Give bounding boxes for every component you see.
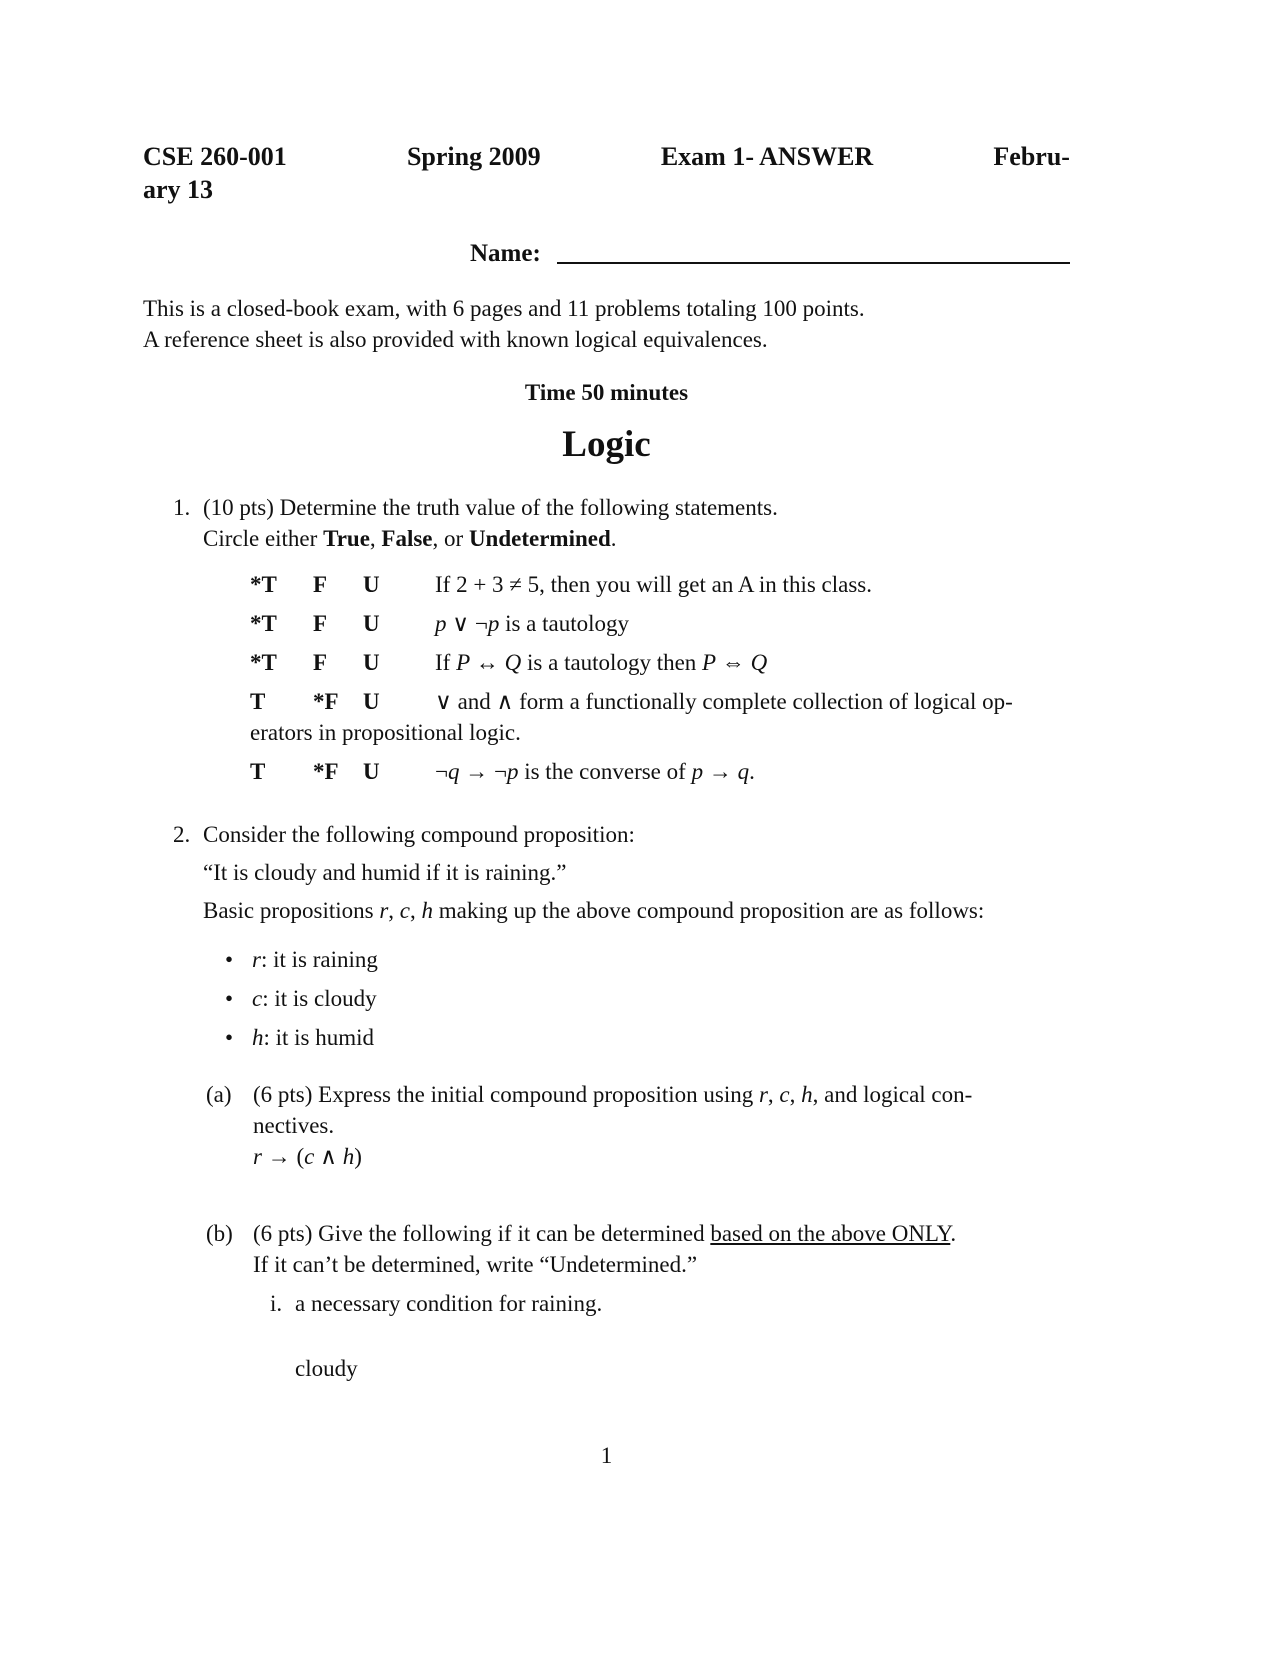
truth-mark-false: *F <box>313 689 339 714</box>
truth-statement-4: ∨ and ∧ form a functionally complete collection of logical op- erators in propositional logic. <box>250 689 1013 745</box>
list-item-c <box>225 983 1070 1014</box>
part-b-body <box>253 1218 1070 1384</box>
part-a <box>203 1079 1070 1172</box>
truth-mark-true: T <box>250 689 266 714</box>
part-a-label: (a) <box>206 1082 232 1107</box>
name-label: Name: <box>470 240 541 267</box>
instruction-line-1: This is a closed-book exam, with 6 pages and 11 problems totaling 100 points. <box>143 296 865 321</box>
truth-mark-false: F <box>313 650 328 675</box>
part-b-label: (b) <box>206 1221 233 1246</box>
truth-mark-undetermined: U <box>363 572 380 597</box>
list-item-r <box>225 944 1070 975</box>
truth-row-4 <box>250 686 1070 748</box>
problem-2-number: 2. <box>173 822 191 847</box>
problem-2-body <box>203 819 1070 1384</box>
truth-mark-true: *T <box>250 650 277 675</box>
list-item-h <box>225 1022 1070 1053</box>
problem-1-body <box>203 492 1070 795</box>
truth-mark-false: *F <box>313 759 339 784</box>
part-b-answer: cloudy <box>295 1356 358 1381</box>
exam-title: Exam 1- ANSWER <box>660 142 874 171</box>
time-heading: Time 50 minutes <box>524 380 689 405</box>
proposition-h: h: it is humid <box>252 1025 375 1050</box>
bullet-icon <box>225 983 252 1014</box>
truth-statement-5: ¬q → ¬p is the converse of p → q. <box>435 759 755 784</box>
header-line-1 <box>143 140 1070 173</box>
part-b-prompt: (6 pts) Give the following if it can be determined based on the above ONLY. If it can’t be determined, write “Undetermined.” <box>253 1221 957 1277</box>
truth-mark-undetermined: U <box>363 650 380 675</box>
part-a-prompt: (6 pts) Express the initial compound proposition using r, c, h, and logical con- nectives. <box>253 1082 973 1138</box>
problem-2-prompt: Consider the following compound proposition: <box>203 822 635 847</box>
problem-1 <box>143 492 1070 795</box>
truth-mark-true: *T <box>250 572 277 597</box>
truth-mark-undetermined: U <box>363 611 380 636</box>
instruction-line-2: A reference sheet is also provided with known logical equivalences. <box>143 327 768 352</box>
truth-mark-true: T <box>250 759 266 784</box>
truth-mark-undetermined: U <box>363 759 380 784</box>
basic-propositions-intro: Basic propositions r, c, h making up the above compound proposition are as follows: <box>203 898 985 923</box>
part-b <box>203 1218 1070 1384</box>
truth-row-1 <box>250 569 1070 600</box>
truth-row-5 <box>250 756 1070 787</box>
truth-mark-true: *T <box>250 611 277 636</box>
part-b-sub-i <box>270 1288 1070 1319</box>
problem-1-prompt: (10 pts) Determine the truth value of the following statements. Circle either True, False, or Undetermined. <box>203 495 778 551</box>
truth-statement-2: p ∨ ¬p is a tautology <box>435 611 629 636</box>
proposition-r: r: it is raining <box>252 947 378 972</box>
part-a-answer: r → (c ∧ h) <box>253 1144 362 1169</box>
exam-header <box>143 140 1070 206</box>
truth-row-3 <box>250 647 1070 678</box>
section-title: Logic <box>562 424 651 465</box>
bullet-icon <box>225 1022 252 1053</box>
truth-mark-false: F <box>313 572 328 597</box>
semester: Spring 2009 <box>406 142 541 171</box>
exam-date-hyphenated: Febru- <box>993 142 1070 171</box>
compound-proposition-quote: “It is cloudy and humid if it is raining.” <box>203 860 567 885</box>
truth-statement-3: If P ↔ Q is a tautology then P ⇔ Q <box>435 650 768 675</box>
truth-row-2 <box>250 608 1070 639</box>
truth-statement-1: If 2 + 3 ≠ 5, then you will get an A in this class. <box>435 572 872 597</box>
proposition-list <box>225 944 1070 1053</box>
course-code: CSE 260-001 <box>143 142 287 171</box>
exam-date-continuation: ary 13 <box>143 175 214 204</box>
truth-mark-undetermined: U <box>363 689 380 714</box>
page-number: 1 <box>600 1443 613 1468</box>
truth-mark-false: F <box>313 611 328 636</box>
problem-1-number: 1. <box>173 495 191 520</box>
part-a-body <box>253 1079 1070 1172</box>
sub-i-label: i. <box>270 1291 283 1316</box>
proposition-c: c: it is cloudy <box>252 986 377 1011</box>
name-blank-line <box>557 262 1070 264</box>
problem-2 <box>143 819 1070 1384</box>
name-row <box>143 238 1070 269</box>
bullet-icon <box>225 944 252 975</box>
truth-value-rows <box>250 569 1070 787</box>
sub-i-text: a necessary condition for raining. <box>295 1291 603 1316</box>
exam-instructions <box>143 293 1070 355</box>
